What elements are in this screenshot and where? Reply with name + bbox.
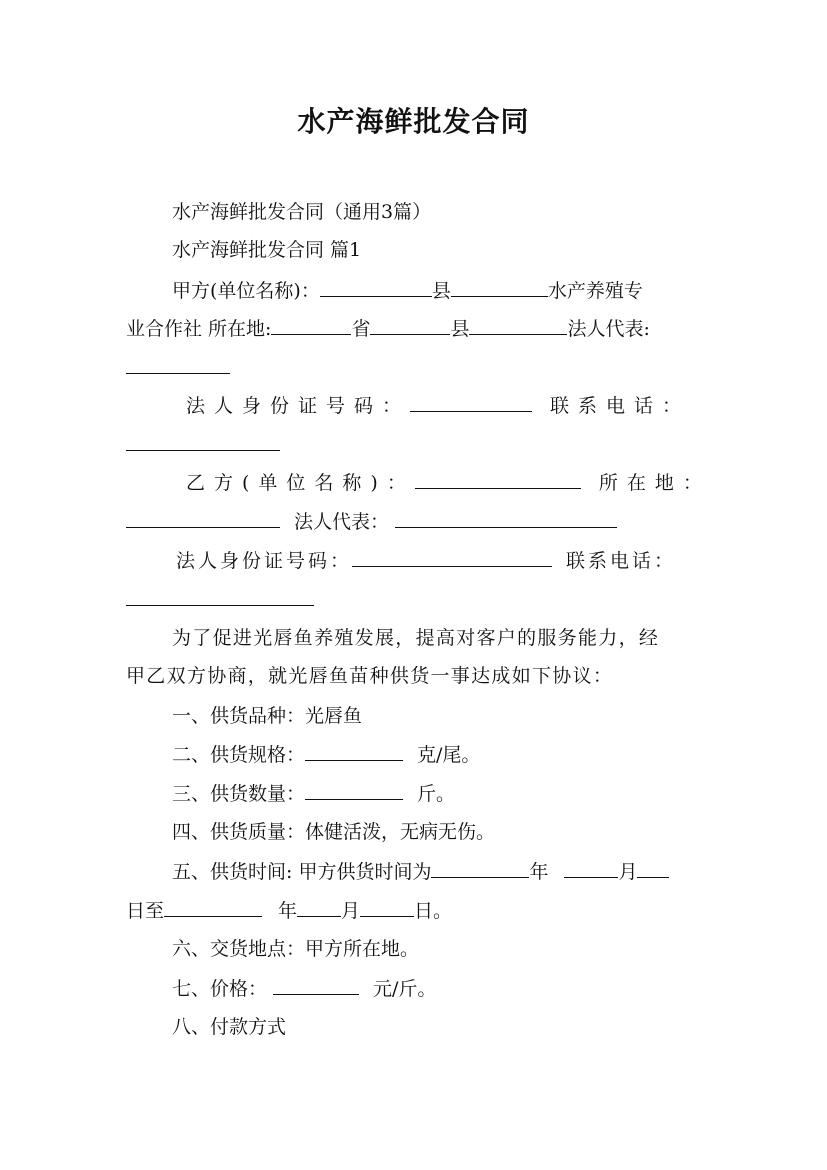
clause-2-line (172, 742, 480, 767)
clause-1-text: 一、供货品种：光唇鱼 (172, 705, 363, 727)
document-title: 水产海鲜批发合同 (297, 105, 530, 138)
spec-blank (305, 742, 403, 761)
end-date-label: 日至 (126, 900, 165, 922)
party-b-rep-line (126, 509, 617, 534)
end-day-label: 日。 (414, 900, 453, 922)
county-blank (320, 278, 432, 297)
legal-rep-blank (126, 355, 230, 374)
party-b-name-blank (415, 470, 581, 489)
address-detail-blank (469, 316, 567, 335)
address-label: 业合作社 所在地: (126, 318, 272, 340)
end-month-blank (297, 898, 341, 917)
party-b-address-label: 所在地： (598, 472, 711, 494)
legal-rep-blank-line (126, 355, 230, 380)
party-b-id-blank (352, 548, 552, 567)
subtitle-line (172, 200, 431, 224)
party-b-rep-blank (395, 509, 617, 528)
start-year-blank (431, 859, 529, 878)
preamble-text-1: 为了促进光唇鱼养殖发展，提高对客户的服务能力，经 (172, 627, 660, 649)
price-blank (273, 976, 359, 995)
phone-label: 联系电话： (550, 395, 691, 417)
section-heading-text: 水产海鲜批发合同 篇1 (172, 239, 362, 261)
preamble-line-1 (172, 626, 659, 650)
clause-4-line (172, 820, 495, 844)
clause-2-label: 二、供货规格： (172, 744, 306, 766)
county-blank-2 (370, 316, 450, 335)
quantity-blank (305, 781, 403, 800)
start-month-label: 月 (618, 861, 638, 883)
party-b-address-blank (126, 509, 280, 528)
party-b-phone-label: 联系电话： (566, 550, 677, 572)
party-b-rep-label: 法人代表： (294, 511, 390, 533)
end-day-blank (360, 898, 414, 917)
clause-4-text: 四、供货质量：体健活泼，无病无伤。 (172, 821, 496, 843)
clause-7-label: 七、价格： (172, 978, 268, 1000)
province-label: 省 (351, 318, 371, 340)
party-a-id-line (186, 393, 690, 418)
party-b-id-label: 法人身份证号码： (176, 550, 353, 572)
id-number-label: 法人身份证号码： (186, 395, 411, 417)
preamble-text-2: 甲乙双方协商，就光唇鱼苗种供货一事达成如下协议： (126, 665, 614, 687)
party-b-phone-blank-line (126, 587, 314, 612)
party-b-phone-blank (126, 587, 314, 606)
spec-unit: 克/尾。 (417, 744, 481, 766)
phone-blank (126, 432, 280, 451)
clause-6-text: 六、交货地点：甲方所在地。 (172, 938, 420, 960)
start-month-blank (564, 859, 618, 878)
legal-rep-label: 法人代表: (567, 318, 650, 340)
province-blank (271, 316, 351, 335)
end-month-label: 月 (341, 900, 361, 922)
section-heading-line (172, 238, 361, 262)
clause-6-line (172, 937, 419, 961)
subtitle-text: 水产海鲜批发合同（通用3篇） (172, 201, 432, 223)
party-a-address-line (126, 316, 650, 341)
county-label-2: 县 (450, 318, 470, 340)
preamble-line-2 (126, 664, 613, 688)
clause-1-line (172, 704, 362, 728)
party-a-phone-blank-line (126, 432, 280, 457)
party-a-name-line (172, 278, 643, 303)
clause-8-text: 八、付款方式 (172, 1016, 287, 1038)
price-unit: 元/斤。 (373, 978, 437, 1000)
start-year-label: 年 (529, 861, 549, 883)
clause-3-line (172, 781, 455, 806)
county-label: 县 (431, 280, 451, 302)
quantity-unit: 斤。 (417, 783, 456, 805)
clause-5-label: 五、供货时间: 甲方供货时间为 (172, 861, 432, 883)
clause-5-line-2 (126, 898, 452, 923)
party-b-name-line (186, 470, 711, 495)
clause-5-line (172, 859, 669, 884)
clause-8-line (172, 1015, 286, 1039)
party-b-label: 乙方(单位名称)： (186, 472, 415, 494)
start-day-blank (637, 859, 669, 878)
clause-7-line (172, 976, 436, 1001)
coop-name-blank (451, 278, 548, 297)
party-a-label: 甲方(单位名称)： (172, 280, 320, 302)
clause-3-label: 三、供货数量： (172, 783, 306, 805)
end-year-blank (164, 898, 262, 917)
end-year-label: 年 (278, 900, 298, 922)
coop-label: 水产养殖专 (547, 280, 643, 302)
party-b-id-line (176, 548, 676, 573)
id-number-blank (410, 393, 532, 412)
